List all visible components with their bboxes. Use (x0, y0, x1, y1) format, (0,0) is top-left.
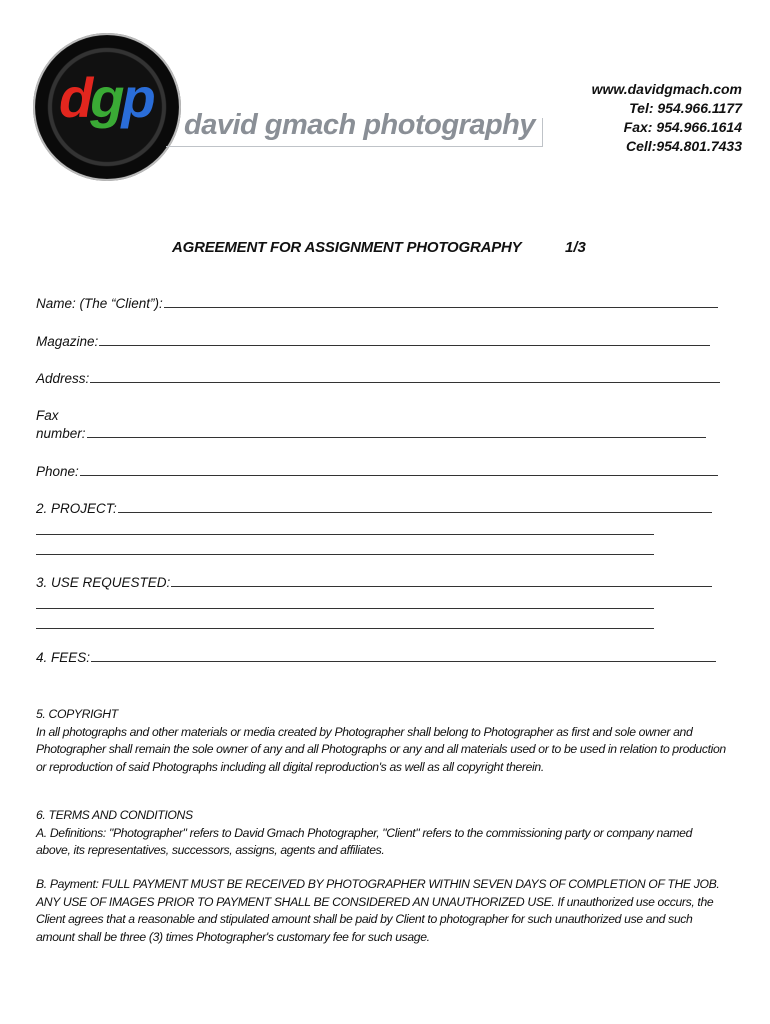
magazine-label: Magazine: (36, 334, 99, 349)
project-label: 2. PROJECT: (36, 501, 117, 516)
project-line[interactable] (118, 511, 712, 513)
magazine-field[interactable] (36, 334, 710, 349)
brand-underline (166, 146, 543, 147)
logo-dgp: dgp (59, 66, 153, 129)
phone-field[interactable] (36, 464, 718, 479)
address-line[interactable] (90, 381, 720, 383)
fax-label: number: (36, 426, 86, 441)
terms-payment (36, 876, 726, 946)
phone-line[interactable] (80, 474, 718, 476)
terms-definitions: A. Definitions: "Photographer" refers to David Gmach Photographer, "Client" refers to the commissioning party or company named above, its representatives, successors, assigns, agents and affiliates. (36, 825, 693, 857)
fax-number: Fax: 954.966.1614 (623, 119, 742, 135)
fax-field[interactable] (36, 426, 706, 441)
copyright-section (36, 706, 726, 776)
phone-label: Phone: (36, 464, 79, 479)
address-field[interactable] (36, 371, 720, 386)
project-line-2[interactable] (36, 534, 654, 535)
copyright-heading: 5. COPYRIGHT (36, 707, 118, 721)
page-number: 1/3 (565, 239, 586, 256)
fax-line[interactable] (87, 436, 706, 438)
magazine-line[interactable] (99, 344, 710, 346)
cell-number: Cell:954.801.7433 (626, 138, 742, 154)
terms-heading: 6. TERMS AND CONDITIONS (36, 808, 193, 822)
fees-line[interactable] (91, 660, 716, 662)
terms-payment-text: B. Payment: FULL PAYMENT MUST BE RECEIVED BY PHOTOGRAPHER WITHIN SEVEN DAYS OF COMPLETION OF THE JOB. ANY USE OF IMAGES PRIOR TO PAYMENT SHALL BE CONSIDERED AN UNAUTHORIZED USE. If unauthorized use occurs, the Client agrees that a reasonable and stipulated amount shall be paid by Client to photographer for such unauthorized use and such amount shall be three (3) times Photographer's customary fee for such usage. (36, 877, 720, 944)
use-requested-line[interactable] (171, 585, 712, 587)
contact-block (592, 80, 742, 156)
brand-name: david gmach photography (184, 109, 536, 141)
logo-lens (33, 33, 181, 181)
copyright-body: In all photographs and other materials or media created by Photographer shall belong to Photographer as first and sole owner and Photographer shall remain the sole owner of any and all Photographs or any and all materials used or to be used in relation to production or reproduction of said Photographs including all digital reproduction's as well as all copyright therein. (36, 724, 726, 774)
project-field[interactable] (36, 501, 712, 516)
website-link[interactable]: www.davidgmach.com (591, 81, 742, 97)
use-requested-field[interactable] (36, 575, 712, 590)
terms-section (36, 807, 726, 860)
fax-label-top: Fax (36, 408, 59, 423)
project-line-3[interactable] (36, 554, 654, 555)
tel-number: Tel: 954.966.1177 (629, 100, 742, 116)
fees-label: 4. FEES: (36, 650, 91, 665)
client-name-line[interactable] (164, 306, 718, 308)
brand-divider (542, 118, 543, 147)
client-name-label: Name: (The “Client”): (36, 296, 163, 311)
document-title: AGREEMENT FOR ASSIGNMENT PHOTOGRAPHY (172, 239, 522, 256)
fees-field[interactable] (36, 650, 716, 665)
use-requested-label: 3. USE REQUESTED: (36, 575, 171, 590)
client-name-field[interactable] (36, 296, 718, 311)
address-label: Address: (36, 371, 90, 386)
use-requested-line-3[interactable] (36, 628, 654, 629)
use-requested-line-2[interactable] (36, 608, 654, 609)
